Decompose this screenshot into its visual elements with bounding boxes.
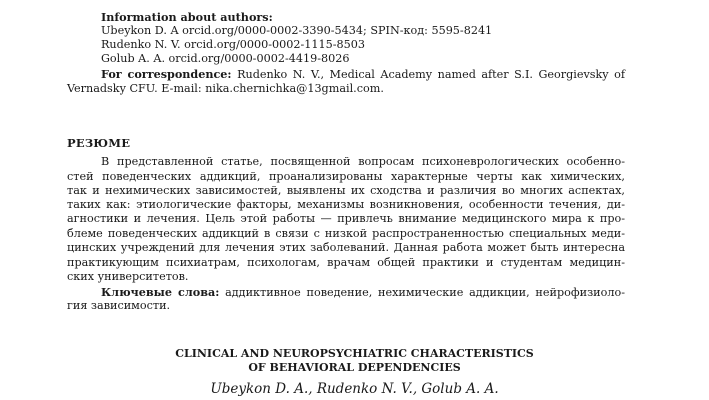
- keywords-line: [101, 285, 625, 300]
- abstract-line: практикующим психиатрам, психологам, врачам общей практики и студентам медицин-: [67, 256, 625, 269]
- correspondence-text: Rudenko N. V., Medical Academy named after S.I. Georgievsky of: [237, 68, 625, 81]
- correspondence-label: For correspondence:: [101, 67, 232, 81]
- abstract-line: блеме поведенческих аддикций в связи с низкой распространенностью специальных меди-: [67, 227, 625, 240]
- abstract-line: агностики и лечения. Цель этой работы — привлечь внимание медицинского мира к про-: [67, 212, 625, 225]
- author-info-line: Rudenko N. V. orcid.org/0000-0002-1115-8503: [101, 38, 365, 51]
- abstract-line: стей поведенческих аддикций, проанализированы характерные черты как химических,: [67, 170, 625, 183]
- abstract-line: так и нехимических зависимостей, выявлены их сходства и различия во многих аспектах,: [67, 184, 625, 197]
- keywords-label: Ключевые слова:: [101, 285, 220, 299]
- author-info-line: Ubeykon D. A orcid.org/0000-0002-3390-5434; SPIN-код: 5595-8241: [101, 24, 493, 37]
- keywords-text: аддиктивное поведение, нехимические аддикции, нейрофизиоло-: [225, 286, 625, 299]
- correspondence-email-line: Vernadsky CFU. E-mail: nika.chernichka@13gmail.com.: [67, 82, 384, 95]
- article-authors: Ubeykon D. A., Rudenko N. V., Golub A. A.: [210, 381, 499, 397]
- keywords-continuation: гия зависимости.: [67, 299, 171, 312]
- abstract-line: цинских учреждений для лечения этих заболеваний. Данная работа может быть интересна: [67, 241, 625, 254]
- article-title-line-1: CLINICAL AND NEUROPSYCHIATRIC CHARACTERISTICS: [175, 347, 534, 360]
- author-info-line: Golub A. A. orcid.org/0000-0002-4419-8026: [101, 52, 350, 65]
- abstract-line: ских университетов.: [67, 270, 189, 283]
- abstract-heading: РЕЗЮМЕ: [67, 136, 131, 150]
- article-title-line-2: OF BEHAVIORAL DEPENDENCIES: [248, 361, 461, 374]
- correspondence-line: [101, 67, 625, 82]
- abstract-line: В представленной статье, посвященной вопросам психоневрологических особенно-: [101, 155, 625, 168]
- authors-info-heading: Information about authors:: [101, 10, 273, 24]
- abstract-line: таких как: этиологические факторы, механизмы возникновения, особенности течения, ди-: [67, 198, 625, 211]
